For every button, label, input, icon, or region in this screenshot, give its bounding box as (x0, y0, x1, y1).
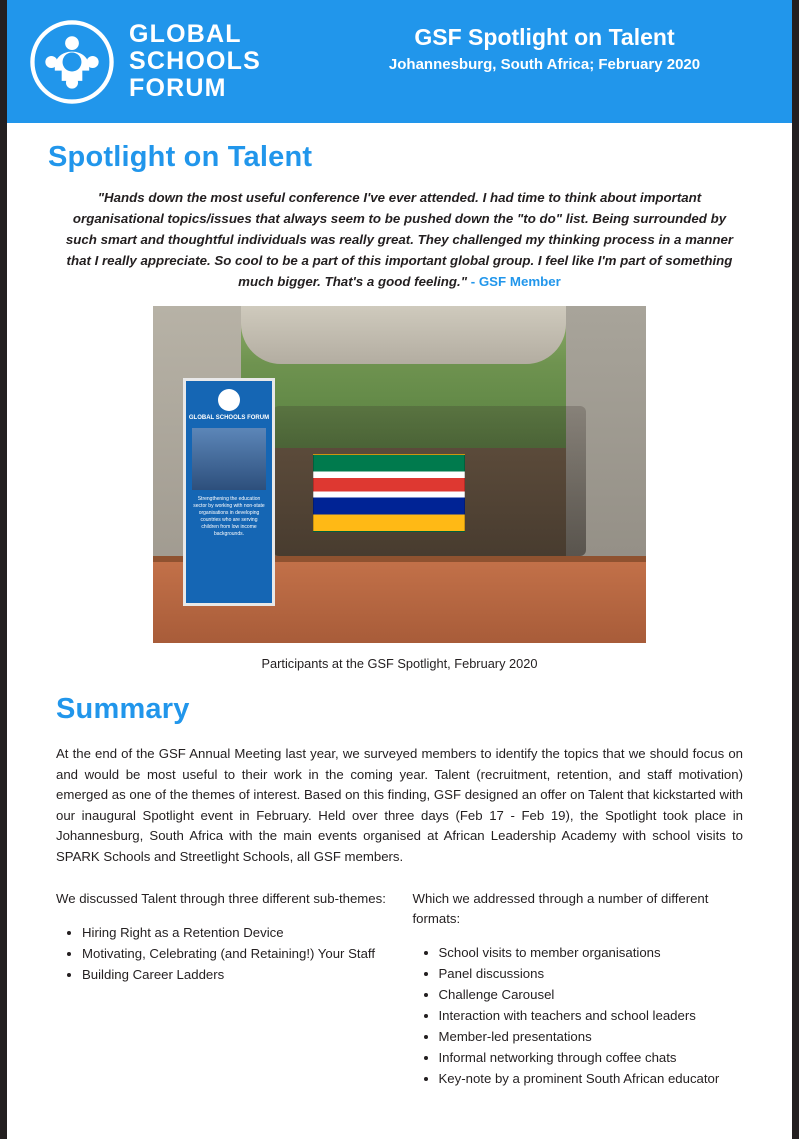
list-item: • Key-note by a prominent South African educator (439, 1069, 752, 1089)
section-heading-summary: Summary (56, 693, 190, 726)
brand-line-3: FORUM (129, 74, 227, 102)
list-item: • Member-led presentations (439, 1027, 752, 1047)
summary-right-column (413, 889, 752, 1090)
member-quote (48, 187, 751, 292)
page-content (7, 141, 792, 1090)
header-title-block (307, 22, 782, 76)
list-item: • Challenge Carousel (439, 985, 752, 1005)
left-column-lead: We discussed Talent through three different sub-themes: (56, 891, 386, 907)
brand-lockup (7, 19, 261, 105)
list-item: • Hiring Right as a Retention Device (82, 923, 395, 943)
list-item: • Motivating, Celebrating (and Retaining!) Your Staff (82, 944, 395, 964)
photo-figure (48, 306, 751, 671)
quote-text: "Hands down the most useful conference I've ever attended. I had time to think about important organisational topics/issues that always seem to be pushed down the "to do" list. Being surrounded by such smart and thoughtful individuals was really great. They challenged my thinking process in a manner that I really appreciate. So cool to be a part of this important global group. I feel like I'm part of something much bigger. That's a good feeling." (65, 190, 734, 290)
page-title: GSF Spotlight on Talent (414, 24, 675, 50)
photo-caption: Participants at the GSF Spotlight, February 2020 (261, 656, 538, 672)
right-column-lead: Which we addressed through a number of different formats: (412, 891, 709, 927)
page-header (7, 0, 792, 123)
south-africa-flag (313, 454, 465, 532)
quote-attribution: - GSF Member (470, 274, 561, 290)
summary-paragraph: At the end of the GSF Annual Meeting last year, we surveyed members to identify the topics that we should focus on and would be most useful to their work in the coming year. Talent (recruitment, retention, and staff motivation) emerged as one of the themes of interest. Based on this finding, GSF designed an offer on Talent that kickstarted with our inaugural Spotlight event in February. Held over three days (Feb 17 - Feb 19), the Spotlight took place in Johannesburg, South Africa with the main events organised at African Leadership Academy with school visits to SPARK Schools and Streetlight Schools, all GSF members. (56, 746, 743, 864)
banner-image (192, 428, 266, 490)
section-heading-spotlight: Spotlight on Talent (48, 141, 313, 173)
photo-archway (241, 306, 566, 364)
list-item: • School visits to member organisations (439, 943, 752, 963)
summary-columns (48, 889, 751, 1090)
brand-line-2: SCHOOLS (129, 47, 262, 75)
global-schools-forum-logo-icon (29, 19, 115, 105)
page-subtitle: Johannesburg, South Africa; February 2020 (388, 56, 701, 73)
brand-line-1: GLOBAL (129, 20, 242, 48)
brand-wordmark (129, 21, 261, 102)
list-item: • Panel discussions (439, 964, 752, 984)
summary-left-column (48, 889, 395, 1090)
photo-gsf-banner (183, 378, 275, 606)
banner-logo-icon (218, 389, 240, 411)
banner-title: GLOBAL SCHOOLS FORUM (188, 415, 270, 422)
sub-themes-list (56, 923, 395, 985)
list-item: • Building Career Ladders (82, 965, 395, 985)
list-item: • Informal networking through coffee chats (439, 1048, 752, 1068)
banner-body-text: Strengthening the education sector by working with non-state organisations in developing countries who are serving children from low income backgrounds. (193, 496, 265, 538)
list-item: • Interaction with teachers and school leaders (439, 1006, 752, 1026)
formats-list (413, 943, 752, 1089)
participants-photo (153, 306, 646, 643)
